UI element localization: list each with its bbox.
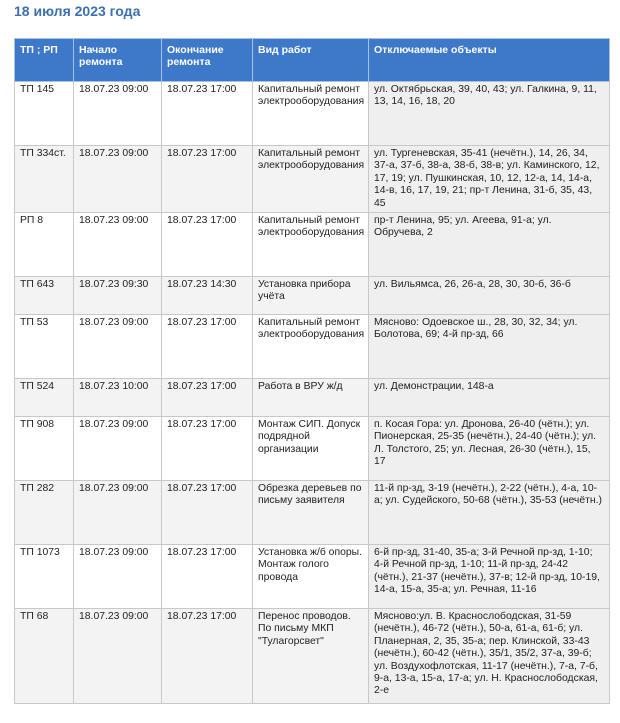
cell-objects: ул. Вильямса, 26, 26-а, 28, 30, 30-б, 36-б [369, 277, 610, 315]
cell-start: 18.07.23 09:00 [74, 417, 162, 481]
cell-objects: 11-й пр-зд, 3-19 (нечётн.), 2-22 (чётн.), 4-а, 10-а; ул. Судейского, 50-68 (чётн.), 35-53 (нечётн.) [369, 481, 610, 545]
cell-tp: ТП 334ст. [15, 146, 74, 213]
cell-start: 18.07.23 09:00 [74, 481, 162, 545]
cell-start: 18.07.23 09:00 [74, 315, 162, 379]
header-tp: ТП ; РП [15, 39, 74, 82]
cell-end: 18.07.23 17:00 [162, 315, 253, 379]
cell-end: 18.07.23 17:00 [162, 545, 253, 609]
table-row [15, 315, 610, 379]
cell-end: 18.07.23 14:30 [162, 277, 253, 315]
cell-work: Обрезка деревьев по письму заявителя [253, 481, 369, 545]
cell-start: 18.07.23 10:00 [74, 379, 162, 417]
cell-tp: ТП 908 [15, 417, 74, 481]
cell-start: 18.07.23 09:00 [74, 146, 162, 213]
header-work: Вид работ [253, 39, 369, 82]
table-row [15, 146, 610, 213]
table-header-row [15, 39, 610, 82]
cell-work: Установка прибора учёта [253, 277, 369, 315]
cell-tp: ТП 53 [15, 315, 74, 379]
cell-start: 18.07.23 09:30 [74, 277, 162, 315]
cell-objects: Мясново:ул. В. Краснослободская, 31-59 (нечётн.), 46-72 (чётн.), 50-а, 61-а, 61-б; ул. Планерная, 2, 35, 35-а; пер. Клинской, 33-43 (нечётн.), 60-42 (чётн.), 35/1, 35/2, 37-а, 39-б; ул. Воздухофлотская, 11-17 (нечётн.), 7-а, 7-б, 9-а, 13-а, 15-а, 17-а; ул. Н. Краснослободская, 2-е [369, 609, 610, 704]
cell-start: 18.07.23 09:00 [74, 545, 162, 609]
table-row [15, 379, 610, 417]
cell-work: Капитальный ремонт электрооборудования [253, 146, 369, 213]
cell-objects: 6-й пр-зд, 31-40, 35-а; 3-й Речной пр-зд, 1-10; 4-й Речной пр-зд, 1-10; 11-й пр-зд, 24-42 (чётн.), 21-37 (нечётн.), 37-в; 12-й пр-зд, 10-19, 14-а, 15-а, 35-а; ул. Речная, 11-16 [369, 545, 610, 609]
cell-objects: пр-т Ленина, 95; ул. Агеева, 91-а; ул. Обручева, 2 [369, 213, 610, 277]
cell-end: 18.07.23 17:00 [162, 379, 253, 417]
cell-objects: ул. Демонстрации, 148-а [369, 379, 610, 417]
cell-end: 18.07.23 17:00 [162, 609, 253, 704]
header-end: Окончание ремонта [162, 39, 253, 82]
table-row [15, 213, 610, 277]
outage-schedule-table [14, 38, 610, 704]
cell-tp: РП 8 [15, 213, 74, 277]
table-row [15, 417, 610, 481]
cell-work: Капитальный ремонт электрооборудования [253, 82, 369, 146]
cell-start: 18.07.23 09:00 [74, 609, 162, 704]
cell-end: 18.07.23 17:00 [162, 82, 253, 146]
page-title: 18 июля 2023 года [14, 3, 141, 19]
cell-tp: ТП 282 [15, 481, 74, 545]
table-row [15, 609, 610, 704]
cell-end: 18.07.23 17:00 [162, 481, 253, 545]
cell-tp: ТП 524 [15, 379, 74, 417]
cell-objects: п. Косая Гора: ул. Дронова, 26-40 (чётн.); ул. Пионерская, 25-35 (нечётн.), 24-40 (чётн.); ул. Л. Толстого, 25; ул. Лесная, 26-30 (чётн.), 15, 17 [369, 417, 610, 481]
cell-work: Капитальный ремонт электрооборудования [253, 213, 369, 277]
cell-tp: ТП 145 [15, 82, 74, 146]
cell-end: 18.07.23 17:00 [162, 146, 253, 213]
cell-work: Монтаж СИП. Допуск подрядной организации [253, 417, 369, 481]
cell-tp: ТП 68 [15, 609, 74, 704]
cell-tp: ТП 1073 [15, 545, 74, 609]
header-start: Начало ремонта [74, 39, 162, 82]
cell-objects: Мясново: Одоевское ш., 28, 30, 32, 34; ул. Болотова, 69; 4-й пр-зд, 66 [369, 315, 610, 379]
header-objects: Отключаемые объекты [369, 39, 610, 82]
cell-work: Перенос проводов. По письму МКП "Тулагорсвет" [253, 609, 369, 704]
cell-start: 18.07.23 09:00 [74, 82, 162, 146]
table-row [15, 481, 610, 545]
table-row [15, 82, 610, 146]
cell-end: 18.07.23 17:00 [162, 213, 253, 277]
cell-end: 18.07.23 17:00 [162, 417, 253, 481]
cell-start: 18.07.23 09:00 [74, 213, 162, 277]
table-row [15, 277, 610, 315]
table-row [15, 545, 610, 609]
cell-work: Работа в ВРУ ж/д [253, 379, 369, 417]
cell-objects: ул. Октябрьская, 39, 40, 43; ул. Галкина, 9, 11, 13, 14, 16, 18, 20 [369, 82, 610, 146]
cell-objects: ул. Тургеневская, 35-41 (нечётн.), 14, 26, 34, 37-а, 37-б, 38-а, 38-б, 38-в; ул. Каминского, 12, 17, 19; ул. Пушкинская, 10, 12, 12-а, 14, 14-а, 14-в, 16, 17, 19, 21; пр-т Ленина, 31-б, 35, 43, 45 [369, 146, 610, 213]
cell-work: Установка ж/б опоры. Монтаж голого провода [253, 545, 369, 609]
cell-work: Капитальный ремонт электрооборудования [253, 315, 369, 379]
cell-tp: ТП 643 [15, 277, 74, 315]
